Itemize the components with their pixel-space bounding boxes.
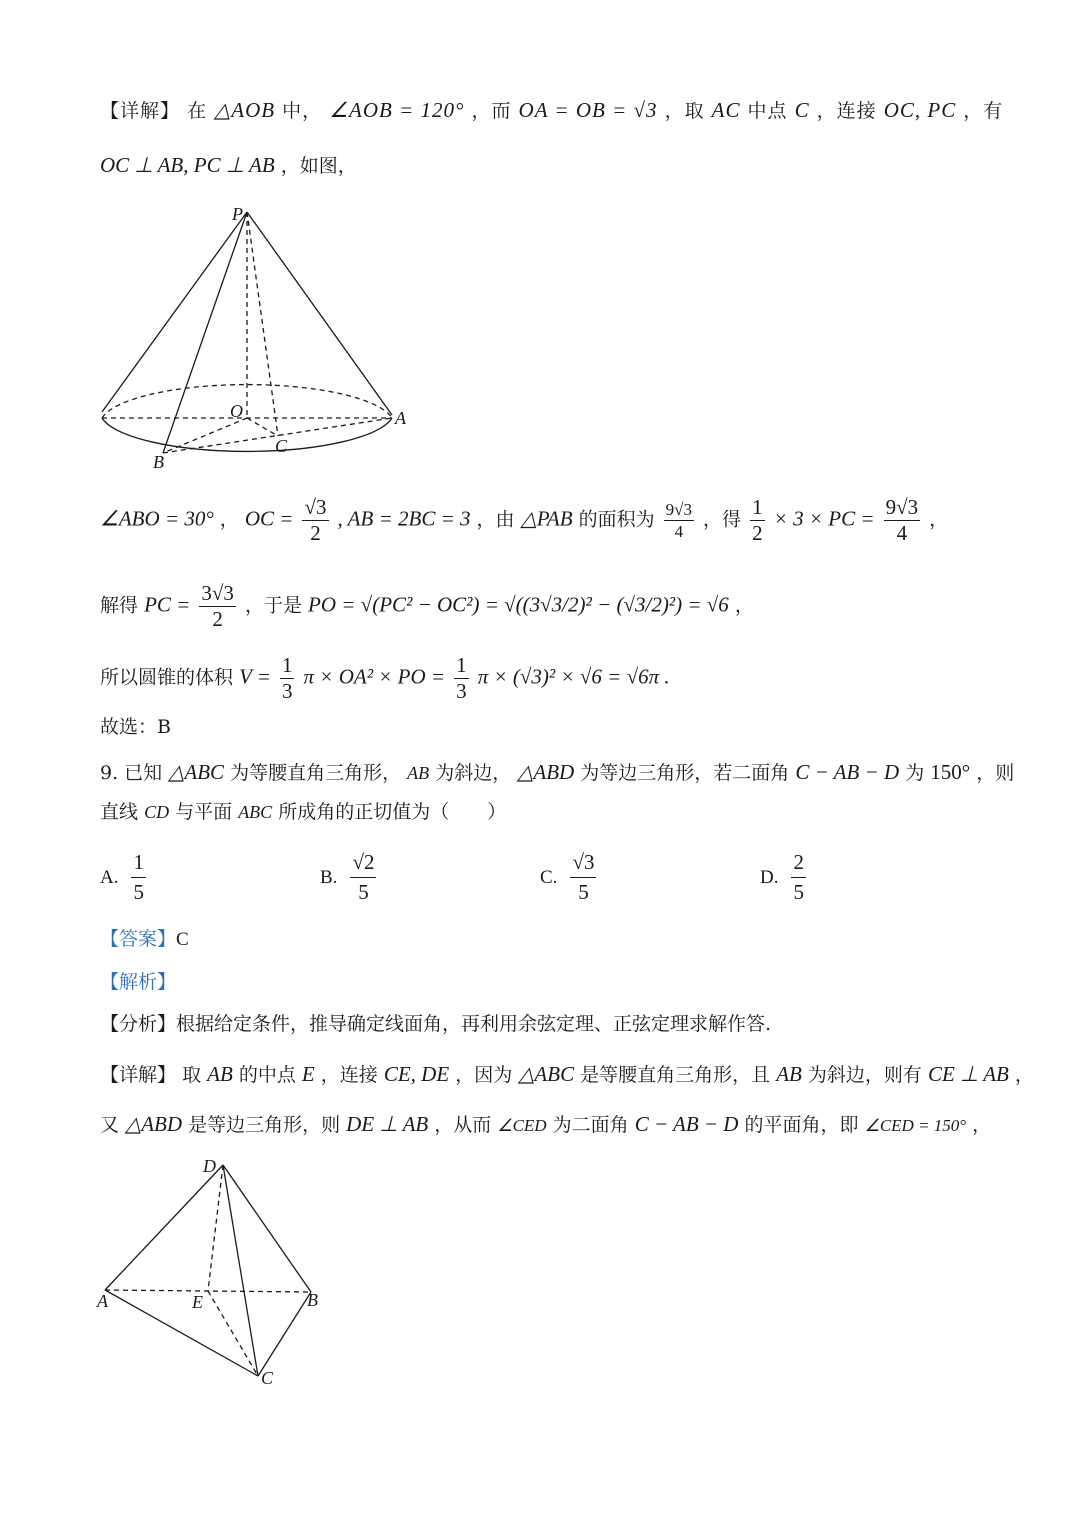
cone-figure — [95, 200, 415, 480]
answer-tag: 【答案】 — [100, 928, 177, 950]
label-d: D — [203, 1156, 216, 1176]
question-9-line-1: 9. 已知 △ABC 为等腰直角三角形， AB 为斜边， △ABD 为等边三角形，若二面角 C − AB − D 为 150° ，则 — [100, 760, 1015, 784]
fraction-third-2: $\frac{1}{3}$ — [456, 653, 467, 703]
answer-value: C — [176, 929, 189, 950]
oa-ob: OA = OB = √3 — [518, 98, 658, 122]
label-p: P — [232, 204, 243, 224]
label-c: C — [275, 436, 288, 456]
po-formula: PO = √(PC² − OC²) = √((3√3/2)² − (√3/2)²) = √6 — [308, 592, 729, 617]
label-e: E — [192, 1292, 203, 1312]
label-b: B — [153, 452, 164, 472]
question-9-line-2: 直线 CD 与平面 ABC 所成角的正切值为（ ） — [100, 801, 507, 823]
perpendicular-statement: OC ⊥ AB, PC ⊥ AB — [100, 153, 275, 177]
label-b2: B — [307, 1290, 318, 1310]
option-b[interactable]: B. $\frac{√2}{5}$ — [320, 850, 375, 904]
triangle-aob: △AOB — [214, 98, 276, 122]
detail2-line-1: 【详解】 取 AB 的中点 E ，连接 CE, DE ，因为 △ABC 是等腰直角三角形，且 AB 为斜边，则有 CE ⊥ AB ， — [100, 1062, 1034, 1086]
fraction-third: $\frac{1}{3}$ — [281, 653, 293, 703]
fraction-oc: $\frac{√3}{2}$ — [304, 495, 327, 545]
detail-line-2: OC ⊥ AB, PC ⊥ AB ，如图， — [100, 153, 357, 177]
option-c[interactable]: C. $\frac{√3}{5}$ — [540, 850, 595, 904]
label-o: O — [230, 401, 243, 421]
option-a[interactable]: A. $\frac{1}{5}$ — [100, 850, 144, 904]
tetrahedron-figure — [95, 1150, 335, 1395]
fraction-result: $\frac{9√3}{4}$ — [885, 495, 919, 545]
fenxi-line: 【分析】根据给定条件，推导确定线面角，再利用余弦定理、正弦定理求解作答. — [100, 1013, 772, 1035]
option-d[interactable]: D. $\frac{2}{5}$ — [760, 850, 804, 904]
fraction-half: $\frac{1}{2}$ — [752, 495, 763, 545]
detail-line-3: ∠ABO = 30° ， OC = $\frac{√3}{2}$ , AB = 2BC = 3 ，由 △PAB 的面积为 $\frac{9√3}{4}$ ，得 $\frac{1}{2}$ × 3 × PC = $\frac{9√3}{4}$ ， — [100, 495, 949, 545]
detail-line-5: 所以圆锥的体积 V = $\frac{1}{3}$ π × OA² × PO = $\frac{1}{3}$ π × (√3)² × √6 = √6π . — [100, 653, 670, 703]
label-a2: A — [97, 1291, 108, 1311]
label-c2: C — [261, 1368, 274, 1388]
fraction-pc: $\frac{3√3}{2}$ — [201, 581, 234, 631]
detail2-line-2: 又 △ABD 是等边三角形，则 DE ⊥ AB ，从而 ∠CED 为二面角 C − AB − D 的平面角，即 ∠CED = 150° ， — [100, 1112, 992, 1136]
fraction-area: $\frac{9√3}{4}$ — [665, 500, 692, 541]
analysis-tag: 【解析】 — [100, 971, 177, 993]
label-a: A — [395, 408, 406, 428]
detail-tag: 【详解】 — [100, 100, 181, 122]
detail-line-4: 解得 PC = $\frac{3√3}{2}$ ，于是 PO = √(PC² − OC²) = √((3√3/2)² − (√3/2)²) = √6 ， — [100, 581, 754, 631]
detail-line-1: 【详解】 在 △AOB 中， ∠AOB = 120° ，而 OA = OB = √3 ，取 AC 中点 C ，连接 OC, PC ，有 — [100, 98, 1004, 122]
choose-answer: 故选：B — [100, 716, 171, 738]
angle-aob: ∠AOB = 120° — [329, 98, 465, 122]
answer-line — [100, 930, 189, 949]
